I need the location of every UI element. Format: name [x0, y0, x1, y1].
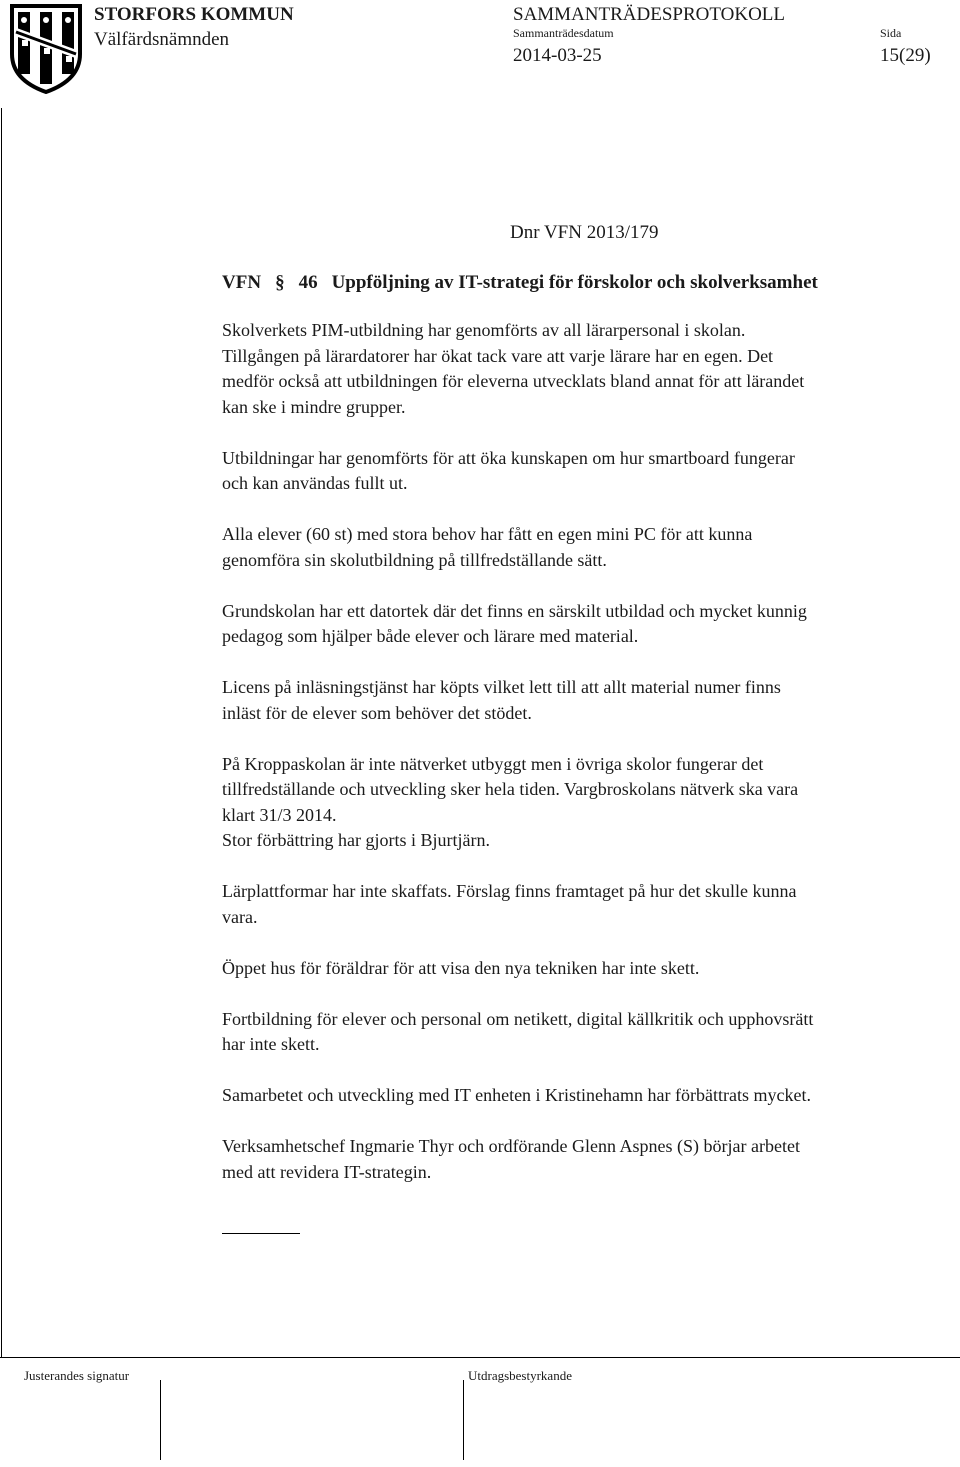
minutes-body [222, 318, 952, 1211]
paragraph [222, 675, 952, 726]
certification-label: Utdragsbestyrkande [468, 1368, 572, 1383]
meeting-date: 2014-03-25 [513, 45, 602, 66]
text-line: medför också att utbildningen för eleverna utvecklats bland annat för att lärandet [222, 371, 805, 391]
paragraph [222, 599, 952, 650]
signature-box-divider [160, 1380, 161, 1460]
meeting-date-label: Sammanträdesdatum [513, 26, 614, 40]
paragraph [222, 446, 952, 497]
text-line: med att revidera IT-strategin. [222, 1161, 432, 1182]
paragraph [222, 522, 952, 573]
text-line: Stor förbättring har gjorts i Bjurtjärn. [222, 830, 490, 850]
text-line: Samarbetet och utveckling med IT enheten i Kristinehamn har förbättrats mycket. [222, 1085, 811, 1105]
paragraph [222, 956, 952, 982]
section-code: VFN [222, 272, 262, 293]
text-line: Lärplattformar har inte skaffats. Förslag finns framtaget på hur det skulle kunna [222, 881, 797, 901]
section-title [222, 272, 818, 294]
paragraph [222, 1083, 952, 1109]
footer-rule [0, 1357, 960, 1358]
text-line: Grundskolan har ett datortek där det finns en särskilt utbildad och mycket kunnig [222, 600, 807, 621]
page-number: 15(29) [880, 45, 931, 66]
text-line: och kan användas fullt ut. [222, 473, 408, 493]
text-line: har inte skett. [222, 1034, 320, 1054]
left-margin-rule [1, 108, 2, 1358]
paragraph [222, 879, 952, 930]
paragraph [222, 1134, 952, 1185]
section-symbol: § [275, 272, 285, 293]
text-line: kan ske i mindre grupper. [222, 396, 406, 417]
case-number: Dnr VFN 2013/179 [510, 222, 659, 243]
text-line: Öppet hus för föräldrar för att visa den nya tekniken har inte skett. [222, 957, 700, 978]
text-line: Licens på inläsningstjänst har köpts vilket lett till att allt material numer finns [222, 677, 781, 697]
signature-box-divider [463, 1380, 464, 1460]
organization-name: STORFORS KOMMUN [94, 4, 294, 25]
text-line: klart 31/3 2014. [222, 804, 337, 825]
text-line: På Kroppaskolan är inte nätverket utbyggt men i övriga skolor fungerar det [222, 753, 764, 774]
department-name: Välfärdsnämnden [94, 29, 230, 50]
text-line: inläst för de elever som behöver det stödet. [222, 702, 532, 723]
text-line: Fortbildning för elever och personal om netikett, digital källkritik och upphovsrätt [222, 1008, 814, 1029]
signature-label: Justerandes signatur [24, 1368, 130, 1383]
text-line: genomföra sin skolutbildning på tillfredställande sätt. [222, 549, 607, 570]
section-heading: Uppföljning av IT-strategi för förskolor och skolverksamhet [331, 272, 818, 293]
text-line: tillfredställande och utveckling sker hela tiden. Vargbroskolans nätverk ska vara [222, 779, 799, 799]
text-line: Verksamhetschef Ingmarie Thyr och ordförande Glenn Aspnes (S) börjar arbetet [222, 1136, 800, 1156]
closing-rule [222, 1233, 300, 1234]
text-line: Alla elever (60 st) med stora behov har fått en egen mini PC för att kunna [222, 524, 753, 544]
text-line: Utbildningar har genomförts för att öka kunskapen om hur smartboard fungerar [222, 447, 795, 468]
text-line: Skolverkets PIM-utbildning har genomförts av all lärarpersonal i skolan. [222, 320, 746, 340]
paragraph [222, 1007, 952, 1058]
paragraph [222, 752, 952, 854]
document-type: SAMMANTRÄDESPROTOKOLL [513, 4, 786, 25]
section-number: 46 [298, 272, 318, 293]
text-line: Tillgången på lärardatorer har ökat tack vare att varje lärare har en egen. Det [222, 345, 774, 366]
page-label: Sida [880, 26, 902, 40]
text-line: vara. [222, 906, 258, 927]
paragraph [222, 318, 952, 420]
municipal-coat-of-arms-icon [8, 2, 84, 94]
text-line: pedagog som hjälper både elever och lärare med material. [222, 626, 639, 646]
